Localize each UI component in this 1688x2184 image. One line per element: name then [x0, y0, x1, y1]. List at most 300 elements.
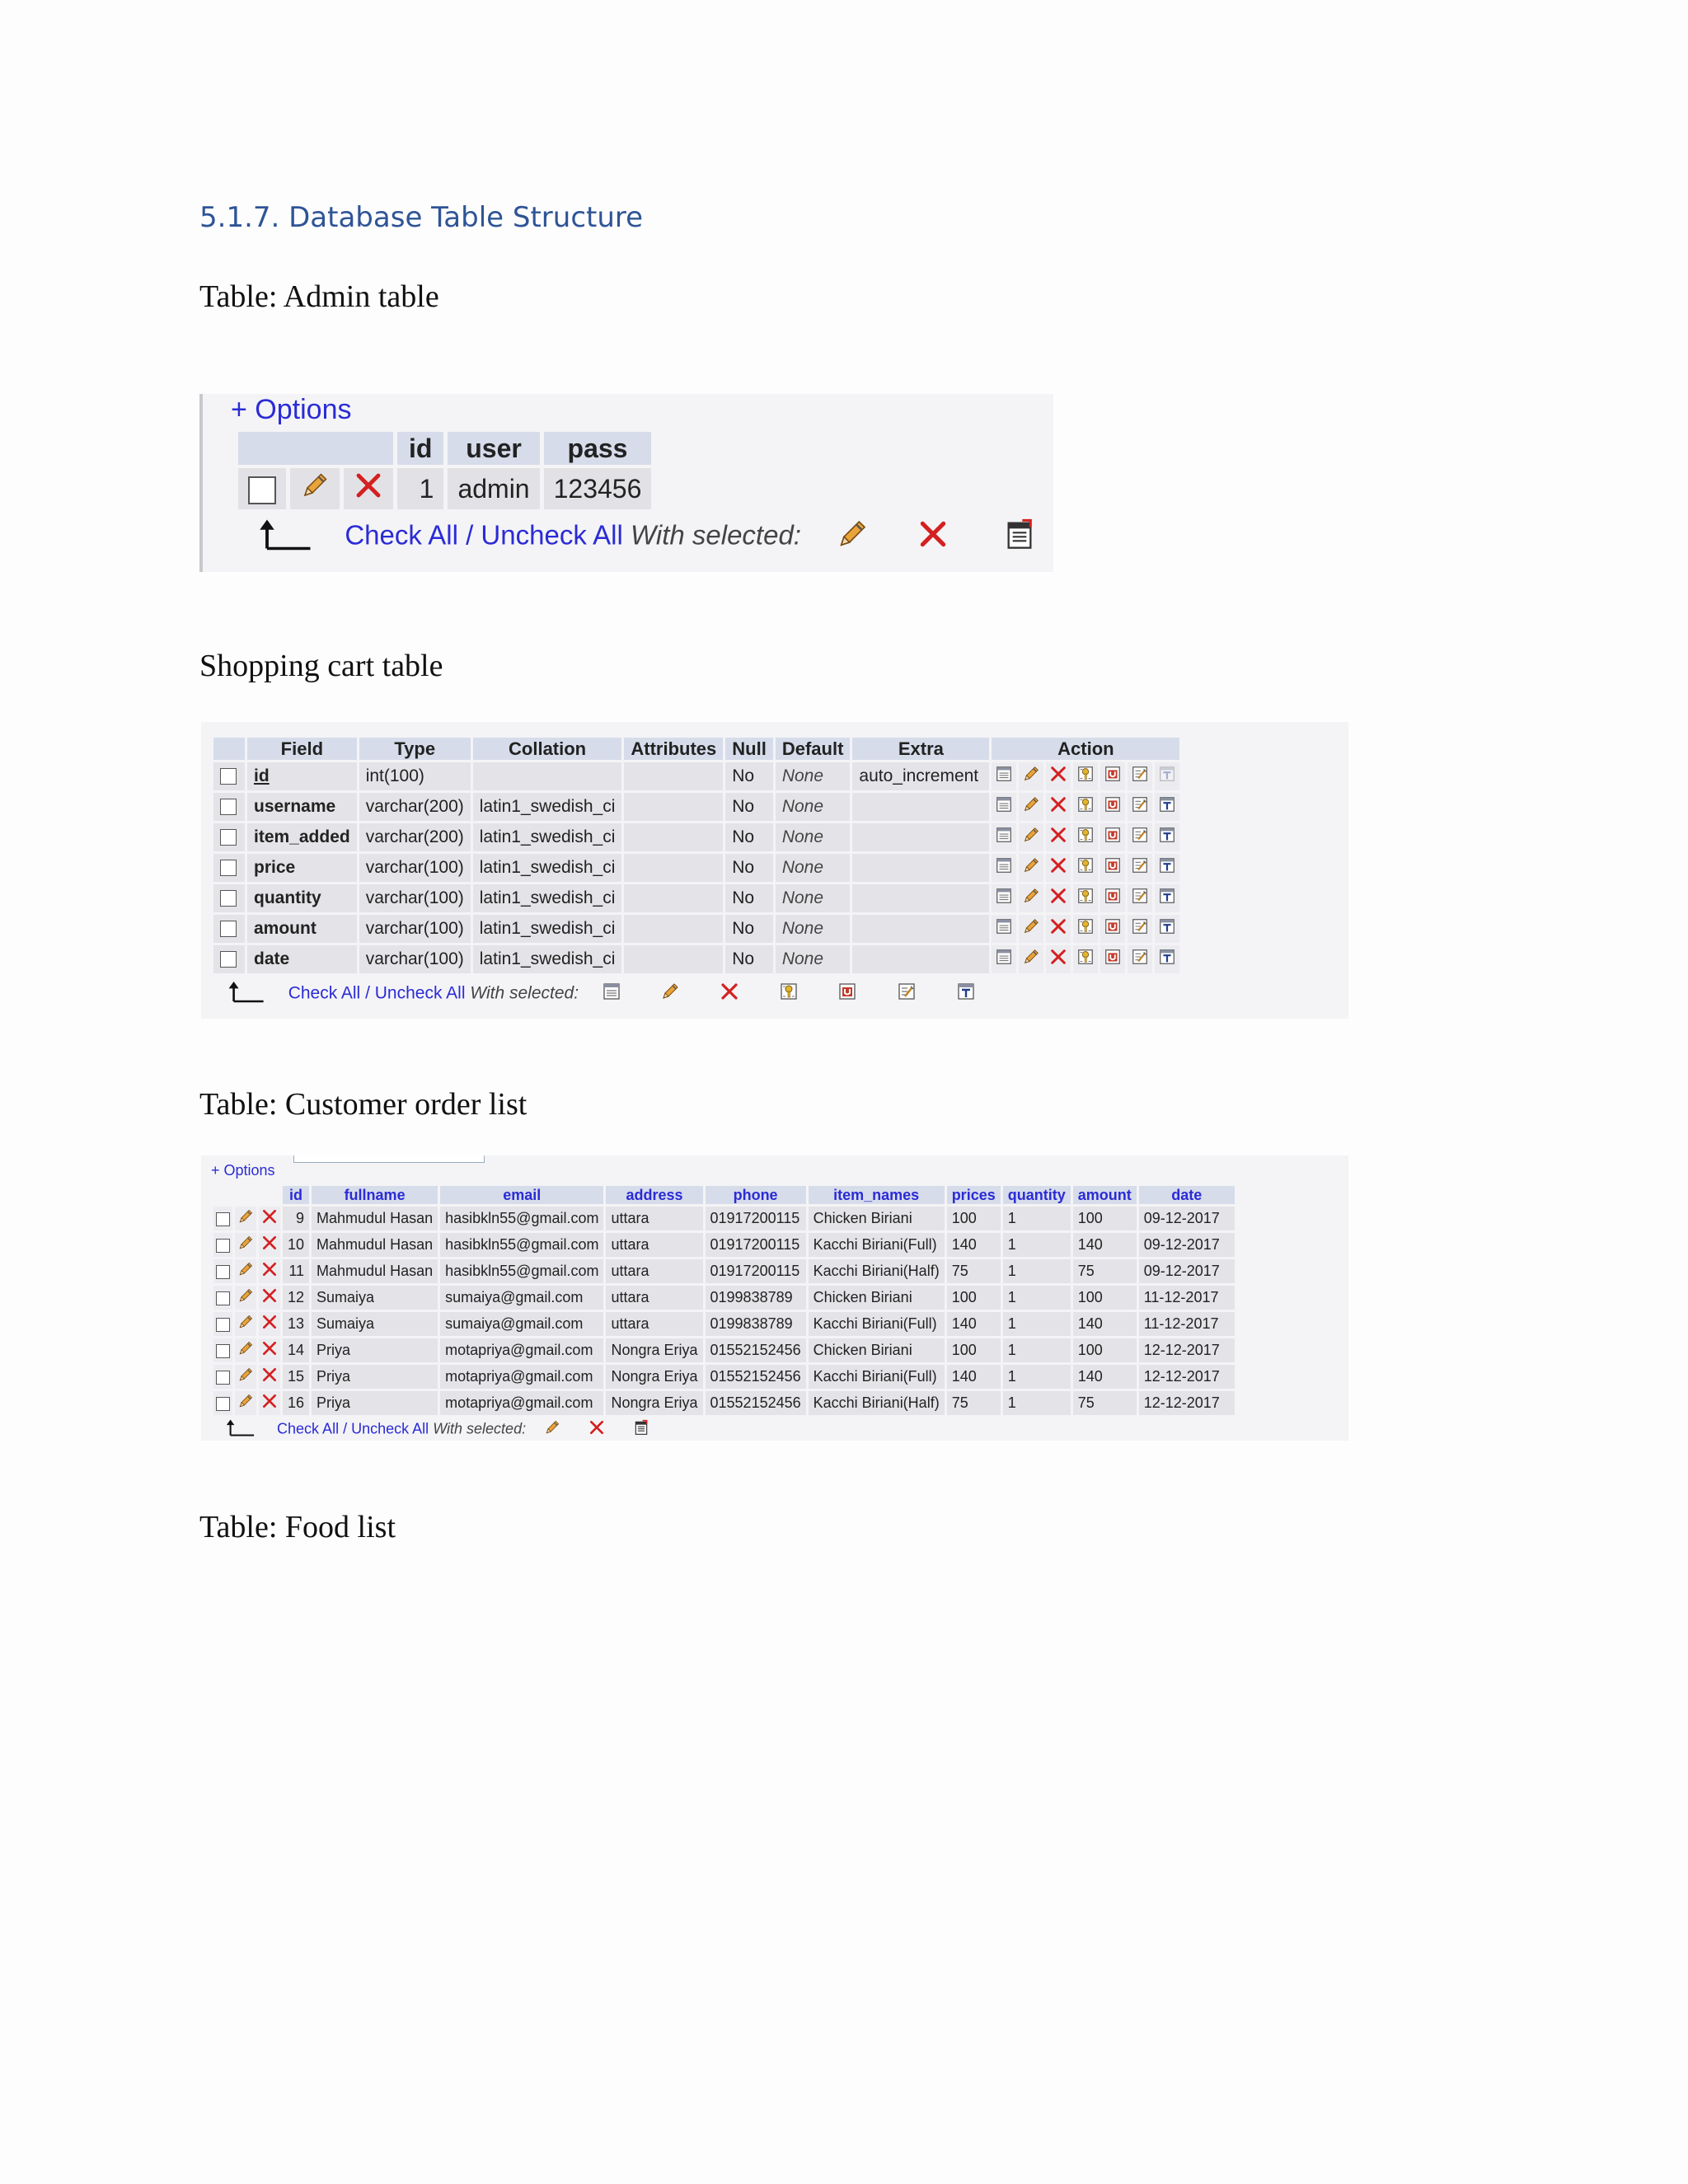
- cell-amount: 75: [1073, 1391, 1137, 1415]
- primary-button[interactable]: [1073, 915, 1098, 943]
- cell-extra: [852, 823, 989, 851]
- cell-field: [247, 793, 357, 821]
- unique-icon[interactable]: [837, 982, 857, 1006]
- column-header: Default: [776, 738, 851, 760]
- primary-button[interactable]: [1073, 762, 1098, 790]
- fulltext-button[interactable]: [1155, 945, 1179, 973]
- export-icon[interactable]: [633, 1419, 649, 1440]
- cell-id: 13: [283, 1312, 309, 1336]
- uncheck-all-link[interactable]: Uncheck All: [351, 1420, 429, 1437]
- pencil-icon: [1022, 887, 1040, 910]
- cart-table-caption: Shopping cart table: [199, 649, 443, 683]
- cell-fullname: Priya: [312, 1391, 438, 1415]
- cell-id: 12: [283, 1286, 309, 1310]
- checkbox-header: [213, 738, 245, 760]
- bulk-actions-bar: [226, 979, 976, 1009]
- search-field-edge[interactable]: [293, 1155, 485, 1163]
- table-row: [213, 1312, 1235, 1336]
- fulltext-button[interactable]: [1155, 823, 1179, 851]
- cell-fullname: Mahmudul Hasan: [312, 1259, 438, 1283]
- cell-attributes: [624, 945, 723, 973]
- index-icon: [1131, 765, 1149, 788]
- column-header[interactable]: amount: [1073, 1186, 1137, 1204]
- up-arrow-icon: [224, 1418, 256, 1441]
- pencil-icon[interactable]: [660, 982, 680, 1006]
- pencil-icon: [237, 1235, 254, 1255]
- cell-id: 11: [283, 1259, 309, 1283]
- browse-button[interactable]: [992, 945, 1016, 973]
- row-checkbox[interactable]: [248, 476, 276, 504]
- delete-button[interactable]: [259, 1233, 280, 1257]
- row-checkbox[interactable]: [220, 768, 237, 785]
- cell-phone: 0199838789: [706, 1286, 806, 1310]
- separator: /: [343, 1420, 348, 1437]
- table-row: [238, 468, 651, 509]
- browse-button[interactable]: [992, 884, 1016, 912]
- change-button[interactable]: [1019, 762, 1043, 790]
- column-header[interactable]: date: [1139, 1186, 1235, 1204]
- cell-quantity: 1: [1003, 1338, 1071, 1362]
- index-button[interactable]: [1128, 793, 1152, 821]
- column-header[interactable]: pass: [544, 432, 652, 465]
- primary-button[interactable]: [1073, 854, 1098, 882]
- drop-button[interactable]: [1046, 823, 1071, 851]
- cell-pass: 123456: [544, 468, 652, 509]
- cell-default: None: [776, 823, 851, 851]
- order-table-caption: Table: Customer order list: [199, 1087, 528, 1122]
- delete-button[interactable]: [259, 1286, 280, 1310]
- delete-x-icon[interactable]: [720, 982, 739, 1006]
- browse-icon: [995, 856, 1013, 879]
- edit-button[interactable]: [235, 1365, 256, 1389]
- primary-key-icon: [1076, 795, 1095, 818]
- cell-user: admin: [448, 468, 539, 509]
- row-checkbox-cell: [213, 1207, 232, 1230]
- primary-button[interactable]: [1073, 823, 1098, 851]
- drop-button[interactable]: [1046, 884, 1071, 912]
- row-checkbox[interactable]: [216, 1291, 230, 1305]
- row-checkbox-cell: [213, 1286, 232, 1310]
- check-all-link[interactable]: Check All: [277, 1420, 340, 1437]
- pencil-icon: [1022, 948, 1040, 971]
- column-header[interactable]: phone: [706, 1186, 806, 1204]
- edit-button[interactable]: [290, 468, 340, 509]
- cell-email: sumaiya@gmail.com: [440, 1286, 603, 1310]
- row-checkbox-cell: [213, 762, 245, 790]
- row-checkbox-cell: [213, 945, 245, 973]
- unique-button[interactable]: [1100, 823, 1125, 851]
- pencil-icon: [237, 1340, 254, 1361]
- check-all-link[interactable]: Check All: [288, 983, 361, 1003]
- column-header[interactable]: user: [448, 432, 539, 465]
- delete-x-icon: [261, 1261, 278, 1282]
- field-name: item_added: [254, 827, 350, 846]
- actions-header: [238, 432, 393, 465]
- table-row: [213, 1259, 1235, 1283]
- browse-button[interactable]: [992, 915, 1016, 943]
- row-checkbox[interactable]: [220, 829, 237, 846]
- bulk-actions-bar: [224, 1418, 649, 1441]
- cell-phone: 01917200115: [706, 1259, 806, 1283]
- browse-button[interactable]: [992, 762, 1016, 790]
- unique-icon: [1104, 795, 1122, 818]
- edit-button[interactable]: [235, 1338, 256, 1362]
- table-row: [213, 915, 1179, 943]
- row-checkbox[interactable]: [216, 1318, 230, 1332]
- export-icon[interactable]: [1003, 518, 1036, 557]
- cart-structure-table: [211, 735, 1182, 976]
- cell-phone: 01917200115: [706, 1233, 806, 1257]
- cell-fullname: Sumaiya: [312, 1286, 438, 1310]
- cell-extra: [852, 945, 989, 973]
- unique-button[interactable]: [1100, 854, 1125, 882]
- cell-null: No: [725, 915, 773, 943]
- pencil-icon: [300, 471, 330, 507]
- column-header[interactable]: prices: [947, 1186, 1001, 1204]
- delete-button[interactable]: [259, 1312, 280, 1336]
- with-selected-label: With selected:: [433, 1420, 527, 1437]
- column-header[interactable]: address: [606, 1186, 702, 1204]
- row-checkbox[interactable]: [220, 799, 237, 815]
- delete-button[interactable]: [259, 1207, 280, 1230]
- delete-x-icon: [261, 1366, 278, 1387]
- row-checkbox-cell: [213, 1391, 232, 1415]
- cell-type: varchar(100): [359, 854, 471, 882]
- cell-field: [247, 915, 357, 943]
- cell-amount: 75: [1073, 1259, 1137, 1283]
- delete-x-icon: [261, 1314, 278, 1334]
- cell-null: No: [725, 762, 773, 790]
- column-header: Null: [725, 738, 773, 760]
- fulltext-icon: [1158, 826, 1176, 849]
- delete-x-icon: [261, 1235, 278, 1255]
- primary-key-icon: [1076, 948, 1095, 971]
- field-name: amount: [254, 919, 316, 938]
- cell-item_names: Kacchi Biriani(Half): [809, 1259, 945, 1283]
- index-button[interactable]: [1128, 945, 1152, 973]
- pencil-icon[interactable]: [836, 518, 869, 557]
- table-row: [213, 1233, 1235, 1257]
- edit-button[interactable]: [235, 1391, 256, 1415]
- admin-data-table: [234, 429, 655, 513]
- row-checkbox-cell: [213, 1233, 232, 1257]
- index-button[interactable]: [1128, 884, 1152, 912]
- cell-quantity: 1: [1003, 1286, 1071, 1310]
- cell-field: [247, 823, 357, 851]
- index-button[interactable]: [1128, 762, 1152, 790]
- fulltext-button[interactable]: [1155, 793, 1179, 821]
- row-checkbox[interactable]: [216, 1344, 230, 1358]
- delete-button[interactable]: [259, 1259, 280, 1283]
- table-row: [213, 945, 1179, 973]
- delete-x-icon: [261, 1393, 278, 1413]
- primary-key-icon: [1076, 917, 1095, 940]
- check-all-link[interactable]: Check All: [345, 519, 458, 551]
- edit-button[interactable]: [235, 1259, 256, 1283]
- cell-item_names: Kacchi Biriani(Full): [809, 1233, 945, 1257]
- cell-date: 11-12-2017: [1139, 1286, 1235, 1310]
- column-header[interactable]: email: [440, 1186, 603, 1204]
- cell-email: sumaiya@gmail.com: [440, 1312, 603, 1336]
- primary-key-icon: [1076, 887, 1095, 910]
- cell-id: 10: [283, 1233, 309, 1257]
- fulltext-icon: [1158, 948, 1176, 971]
- actions-header: [213, 1186, 280, 1204]
- cell-extra: auto_increment: [852, 762, 989, 790]
- index-icon: [1131, 948, 1149, 971]
- unique-icon: [1104, 917, 1122, 940]
- column-header[interactable]: item_names: [809, 1186, 945, 1204]
- unique-button[interactable]: [1100, 884, 1125, 912]
- cell-prices: 140: [947, 1365, 1001, 1389]
- fulltext-icon[interactable]: [956, 982, 976, 1006]
- browse-button[interactable]: [992, 854, 1016, 882]
- cell-field: [247, 762, 357, 790]
- pencil-icon: [237, 1393, 254, 1413]
- cell-item_names: Chicken Biriani: [809, 1207, 945, 1230]
- cell-date: 12-12-2017: [1139, 1391, 1235, 1415]
- cell-prices: 140: [947, 1312, 1001, 1336]
- fulltext-button[interactable]: [1155, 854, 1179, 882]
- primary-key-icon: [1076, 826, 1095, 849]
- fulltext-icon: [1158, 765, 1176, 788]
- browse-button[interactable]: [992, 823, 1016, 851]
- browse-icon: [995, 795, 1013, 818]
- cell-attributes: [624, 793, 723, 821]
- cell-attributes: [624, 884, 723, 912]
- section-heading: 5.1.7. Database Table Structure: [199, 201, 644, 234]
- up-arrow-icon: [226, 979, 265, 1009]
- row-checkbox-cell: [213, 1365, 232, 1389]
- unique-icon: [1104, 856, 1122, 879]
- cell-address: uttara: [606, 1207, 702, 1230]
- delete-button[interactable]: [344, 468, 393, 509]
- browse-icon: [995, 826, 1013, 849]
- cell-quantity: 1: [1003, 1312, 1071, 1336]
- fulltext-icon: [1158, 795, 1176, 818]
- browse-button[interactable]: [992, 793, 1016, 821]
- cell-item_names: Chicken Biriani: [809, 1338, 945, 1362]
- column-header: Extra: [852, 738, 989, 760]
- row-checkbox[interactable]: [216, 1397, 230, 1411]
- row-checkbox[interactable]: [216, 1212, 230, 1226]
- column-header[interactable]: quantity: [1003, 1186, 1071, 1204]
- cell-collation: latin1_swedish_ci: [473, 915, 622, 943]
- cell-default: None: [776, 884, 851, 912]
- cell-collation: latin1_swedish_ci: [473, 793, 622, 821]
- index-button[interactable]: [1128, 915, 1152, 943]
- edit-button[interactable]: [235, 1286, 256, 1310]
- fulltext-button[interactable]: [1155, 915, 1179, 943]
- admin-table-screenshot: [199, 394, 1053, 572]
- delete-x-icon: [1049, 795, 1067, 818]
- cell-amount: 100: [1073, 1286, 1137, 1310]
- row-checkbox[interactable]: [216, 1239, 230, 1253]
- cell-phone: 01552152456: [706, 1338, 806, 1362]
- primary-key-icon: [1076, 765, 1095, 788]
- cell-field: [247, 884, 357, 912]
- drop-button[interactable]: [1046, 915, 1071, 943]
- change-button[interactable]: [1019, 854, 1043, 882]
- cell-id: 1: [397, 468, 443, 509]
- unique-icon: [1104, 887, 1122, 910]
- row-checkbox[interactable]: [220, 921, 237, 937]
- delete-x-icon: [354, 471, 383, 507]
- primary-key-icon[interactable]: [779, 982, 799, 1006]
- cell-email: hasibkln55@gmail.com: [440, 1259, 603, 1283]
- column-header[interactable]: fullname: [312, 1186, 438, 1204]
- delete-button[interactable]: [259, 1338, 280, 1362]
- row-checkbox-cell: [213, 1312, 232, 1336]
- cell-prices: 140: [947, 1233, 1001, 1257]
- column-header[interactable]: id: [397, 432, 443, 465]
- browse-icon: [995, 917, 1013, 940]
- delete-x-icon: [1049, 765, 1067, 788]
- options-link[interactable]: + Options: [231, 394, 352, 425]
- cell-attributes: [624, 854, 723, 882]
- row-checkbox[interactable]: [220, 860, 237, 876]
- unique-icon: [1104, 826, 1122, 849]
- cell-id: 9: [283, 1207, 309, 1230]
- cell-default: None: [776, 854, 851, 882]
- index-button[interactable]: [1128, 823, 1152, 851]
- drop-button[interactable]: [1046, 793, 1071, 821]
- cell-item_names: Kacchi Biriani(Full): [809, 1365, 945, 1389]
- cell-collation: latin1_swedish_ci: [473, 823, 622, 851]
- cell-quantity: 1: [1003, 1365, 1071, 1389]
- cell-collation: latin1_swedish_ci: [473, 854, 622, 882]
- row-checkbox-cell: [213, 1259, 232, 1283]
- cell-address: uttara: [606, 1233, 702, 1257]
- cell-prices: 100: [947, 1207, 1001, 1230]
- fulltext-icon: [1158, 887, 1176, 910]
- edit-button[interactable]: [235, 1312, 256, 1336]
- cell-fullname: Mahmudul Hasan: [312, 1207, 438, 1230]
- pencil-icon: [1022, 826, 1040, 849]
- row-checkbox-cell: [213, 915, 245, 943]
- primary-button[interactable]: [1073, 884, 1098, 912]
- change-button[interactable]: [1019, 793, 1043, 821]
- primary-key-icon: [1076, 856, 1095, 879]
- cell-prices: 100: [947, 1286, 1001, 1310]
- cell-email: motapriya@gmail.com: [440, 1365, 603, 1389]
- browse-icon: [995, 948, 1013, 971]
- row-checkbox[interactable]: [216, 1371, 230, 1385]
- column-header: Collation: [473, 738, 622, 760]
- change-button[interactable]: [1019, 945, 1043, 973]
- table-row: [213, 854, 1179, 882]
- change-button[interactable]: [1019, 915, 1043, 943]
- cell-item_names: Kacchi Biriani(Half): [809, 1391, 945, 1415]
- cell-date: 09-12-2017: [1139, 1259, 1235, 1283]
- table-row: [213, 884, 1179, 912]
- unique-icon: [1104, 948, 1122, 971]
- field-name: username: [254, 797, 336, 816]
- pencil-icon: [1022, 856, 1040, 879]
- edit-button[interactable]: [235, 1207, 256, 1230]
- drop-button[interactable]: [1046, 945, 1071, 973]
- field-name: quantity: [254, 888, 321, 907]
- cell-quantity: 1: [1003, 1259, 1071, 1283]
- primary-button[interactable]: [1073, 793, 1098, 821]
- options-link[interactable]: + Options: [211, 1162, 275, 1179]
- uncheck-all-link[interactable]: Uncheck All: [481, 519, 623, 551]
- delete-x-icon[interactable]: [588, 1419, 605, 1440]
- cell-address: uttara: [606, 1312, 702, 1336]
- primary-button[interactable]: [1073, 945, 1098, 973]
- change-button[interactable]: [1019, 884, 1043, 912]
- unique-button[interactable]: [1100, 915, 1125, 943]
- cell-type: varchar(100): [359, 945, 471, 973]
- pencil-icon: [1022, 765, 1040, 788]
- unique-button[interactable]: [1100, 762, 1125, 790]
- cell-type: varchar(100): [359, 915, 471, 943]
- unique-button[interactable]: [1100, 945, 1125, 973]
- row-checkbox[interactable]: [220, 951, 237, 968]
- separator: /: [466, 519, 474, 551]
- delete-button[interactable]: [259, 1365, 280, 1389]
- cell-item_names: Chicken Biriani: [809, 1286, 945, 1310]
- cell-fullname: Priya: [312, 1365, 438, 1389]
- cell-prices: 75: [947, 1259, 1001, 1283]
- table-row: [213, 1365, 1235, 1389]
- index-button[interactable]: [1128, 854, 1152, 882]
- pencil-icon[interactable]: [544, 1419, 560, 1440]
- delete-x-icon: [1049, 887, 1067, 910]
- cell-prices: 100: [947, 1338, 1001, 1362]
- cell-attributes: [624, 915, 723, 943]
- edit-button[interactable]: [235, 1233, 256, 1257]
- uncheck-all-link[interactable]: Uncheck All: [374, 983, 466, 1003]
- table-row: [213, 1207, 1235, 1230]
- column-header[interactable]: id: [283, 1186, 309, 1204]
- index-icon[interactable]: [897, 982, 917, 1006]
- delete-button[interactable]: [259, 1391, 280, 1415]
- index-icon: [1131, 795, 1149, 818]
- cell-field: [247, 945, 357, 973]
- cell-null: No: [725, 793, 773, 821]
- food-table-caption: Table: Food list: [199, 1510, 396, 1544]
- field-name: id: [254, 766, 270, 785]
- cell-collation: latin1_swedish_ci: [473, 945, 622, 973]
- fulltext-button[interactable]: [1155, 762, 1179, 790]
- browse-icon: [995, 765, 1013, 788]
- cell-address: uttara: [606, 1259, 702, 1283]
- browse-icon[interactable]: [602, 982, 621, 1006]
- cell-null: No: [725, 854, 773, 882]
- cell-email: motapriya@gmail.com: [440, 1338, 603, 1362]
- field-name: date: [254, 949, 290, 968]
- index-icon: [1131, 917, 1149, 940]
- drop-button[interactable]: [1046, 854, 1071, 882]
- cell-amount: 100: [1073, 1207, 1137, 1230]
- fulltext-button[interactable]: [1155, 884, 1179, 912]
- row-checkbox[interactable]: [216, 1265, 230, 1279]
- change-button[interactable]: [1019, 823, 1043, 851]
- cell-email: hasibkln55@gmail.com: [440, 1233, 603, 1257]
- unique-button[interactable]: [1100, 793, 1125, 821]
- cell-default: None: [776, 915, 851, 943]
- cell-amount: 140: [1073, 1365, 1137, 1389]
- cell-address: Nongra Eriya: [606, 1365, 702, 1389]
- cell-amount: 140: [1073, 1233, 1137, 1257]
- cell-date: 12-12-2017: [1139, 1338, 1235, 1362]
- delete-x-icon[interactable]: [917, 518, 949, 556]
- row-checkbox[interactable]: [220, 890, 237, 907]
- drop-button[interactable]: [1046, 762, 1071, 790]
- bulk-actions-bar: [256, 516, 1036, 559]
- cell-quantity: 1: [1003, 1391, 1071, 1415]
